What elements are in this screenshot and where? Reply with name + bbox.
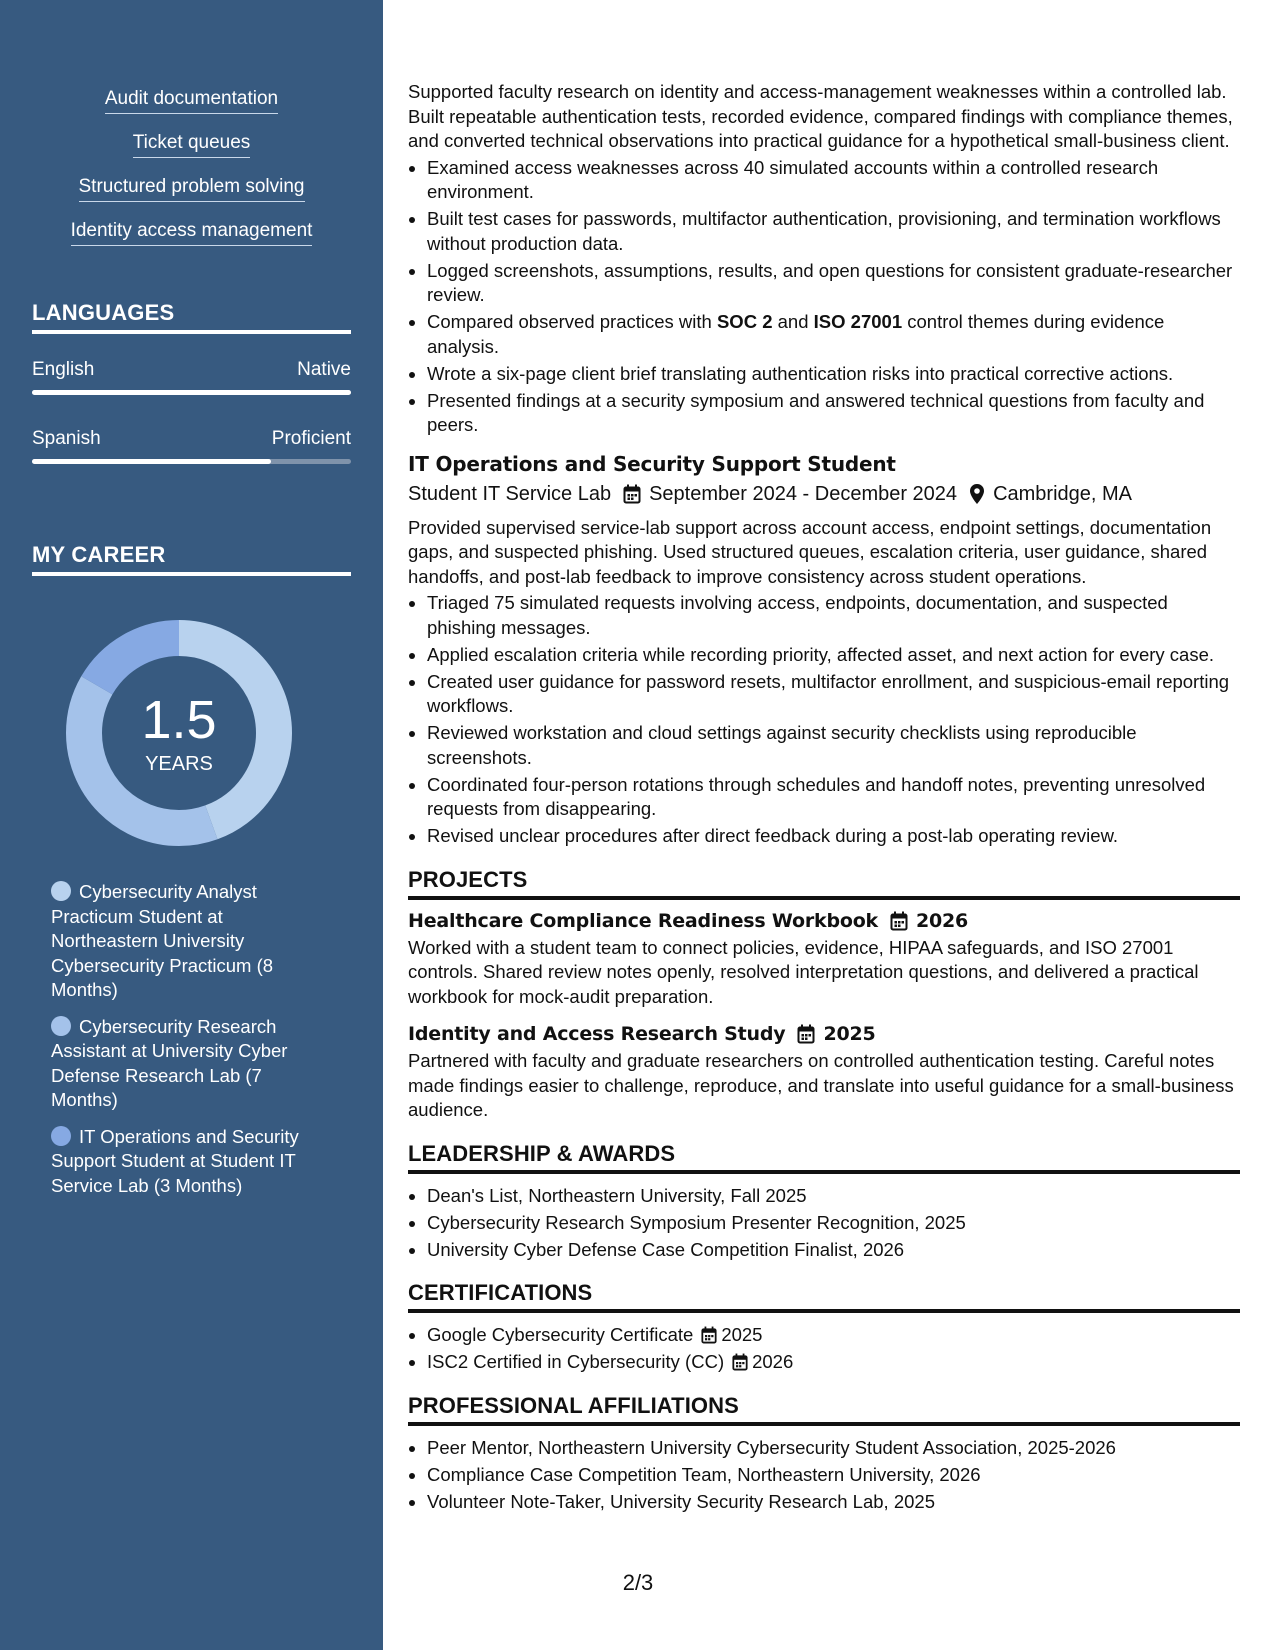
job-location: Cambridge, MA	[993, 482, 1132, 505]
research-summary: Supported faculty research on identity and access-management weaknesses within a controlled lab. Built repeatable authentication tests, recorded evidence, compared findings with compliance themes, and converted technical observations into practical guidance for a hypothetical small-business client.	[408, 81, 1233, 151]
career-item	[51, 1015, 311, 1113]
legend-dot	[51, 1016, 71, 1036]
calendar-icon	[890, 911, 908, 931]
affiliation-item: • Peer Mentor, Northeastern University Cybersecurity Student Association, 2025-2026	[427, 1436, 1240, 1461]
main-content	[408, 80, 1240, 1517]
sidebar	[0, 0, 383, 1650]
language-name: English	[32, 359, 95, 380]
cert-item	[427, 1350, 1240, 1375]
career-item-text: Cybersecurity Analyst Practicum Student at Northeastern University Cybersecurity Practicum (8 Months)	[51, 881, 274, 1000]
project-title	[408, 1023, 1240, 1045]
job-org: Student IT Service Lab	[408, 482, 612, 505]
language-bar-fill	[32, 459, 271, 464]
projects-heading: PROJECTS	[408, 867, 1240, 900]
project-description: Worked with a student team to connect policies, evidence, HIPAA safeguards, and ISO 27001 controls. Shared review notes openly, resolved interpretation questions, and delivered a practical workbook for mock-audit preparation.	[408, 936, 1199, 1007]
cert-year: 2026	[752, 1351, 794, 1372]
career-total-unit: YEARS	[145, 753, 213, 775]
project-name: Healthcare Compliance Readiness Workbook	[408, 909, 878, 932]
certifications-heading: CERTIFICATIONS	[408, 1280, 1240, 1313]
bullet-text: Compared observed practices with	[427, 311, 717, 332]
calendar-icon	[701, 1326, 717, 1344]
cert-item	[427, 1323, 1240, 1348]
certifications-list	[408, 1323, 1240, 1375]
career-item	[51, 880, 311, 1003]
language-bar-fill	[32, 390, 351, 395]
job-bullets	[408, 591, 1240, 849]
project-description: Partnered with faculty and graduate researchers on controlled authentication testing. Careful notes made findings easier to challenge, reproduce, and translate into useful guidance for a small-business audience.	[408, 1050, 1234, 1120]
award-item: • Cybersecurity Research Symposium Presenter Recognition, 2025	[427, 1211, 1240, 1236]
skill-item: Audit documentation	[105, 86, 278, 114]
location-pin-icon	[969, 483, 985, 505]
career-total-years: 1.5	[141, 690, 217, 750]
awards-list	[408, 1184, 1240, 1263]
bullet-item: • Reviewed workstation and cloud settings against security checklists using reproducible screenshots.	[427, 721, 1240, 770]
career-heading: MY CAREER	[32, 542, 351, 576]
project-title	[408, 910, 1240, 932]
language-level: Native	[297, 359, 351, 380]
bullet-item	[427, 310, 1240, 359]
language-level: Proficient	[271, 428, 351, 449]
skill-item: Ticket queues	[133, 130, 251, 158]
bullet-item: • Wrote a six-page client brief translating authentication risks into practical corrective actions.	[427, 362, 1240, 387]
job-meta	[408, 483, 1240, 506]
skills-list	[0, 86, 383, 262]
calendar-icon	[797, 1024, 815, 1044]
skill-item: Structured problem solving	[79, 174, 305, 202]
language-bar	[32, 459, 351, 464]
language-bar	[32, 390, 351, 395]
calendar-icon	[623, 484, 641, 504]
award-item: • Dean's List, Northeastern University, Fall 2025	[427, 1184, 1240, 1209]
job-dates: September 2024 - December 2024	[649, 482, 958, 505]
bullet-bold: SOC 2	[716, 311, 773, 332]
career-item-text: IT Operations and Security Support Student at Student IT Service Lab (3 Months)	[51, 1125, 299, 1196]
affiliations-heading: PROFESSIONAL AFFILIATIONS	[408, 1393, 1240, 1426]
cert-name: ISC2 Certified in Cybersecurity (CC)	[427, 1351, 725, 1372]
project-year: 2026	[916, 909, 969, 932]
bullet-item: • Presented findings at a security symposium and answered technical questions from faculty and peers.	[427, 389, 1240, 438]
legend-dot	[51, 881, 71, 901]
skill-item: Identity access management	[71, 218, 313, 246]
job-title: IT Operations and Security Support Student	[408, 451, 896, 476]
job-summary: Provided supervised service-lab support across account access, endpoint settings, documentation gaps, and suspected phishing. Used structured queues, escalation criteria, user guidance, shared handoffs, and post-lab feedback to improve consistency across student operations.	[408, 516, 1212, 587]
bullet-item: • Triaged 75 simulated requests involving access, endpoints, documentation, and suspected phishing messages.	[427, 591, 1240, 640]
research-bullets	[408, 156, 1240, 438]
page-number: 2/3	[622, 1570, 654, 1595]
languages-heading: LANGUAGES	[32, 300, 351, 334]
affiliations-list	[408, 1436, 1240, 1515]
career-list	[51, 880, 311, 1210]
bullet-item: • Coordinated four-person rotations through schedules and handoff notes, preventing unresolved requests from disappearing.	[427, 773, 1240, 822]
bullet-item: • Revised unclear procedures after direct feedback during a post-lab operating review.	[427, 824, 1240, 849]
language-name: Spanish	[32, 428, 101, 449]
language-english	[32, 359, 351, 395]
bullet-item: • Created user guidance for password resets, multifactor enrollment, and suspicious-email reporting workflows.	[427, 670, 1240, 719]
bullet-bold: ISO 27001	[813, 311, 903, 332]
legend-dot	[51, 1126, 71, 1146]
cert-name: Google Cybersecurity Certificate	[427, 1324, 694, 1345]
affiliation-item: • Volunteer Note-Taker, University Security Research Lab, 2025	[427, 1490, 1240, 1515]
award-item: • University Cyber Defense Case Competition Finalist, 2026	[427, 1238, 1240, 1263]
affiliation-item: • Compliance Case Competition Team, Northeastern University, 2026	[427, 1463, 1240, 1488]
project-year: 2025	[823, 1023, 876, 1045]
awards-heading: LEADERSHIP & AWARDS	[408, 1141, 1240, 1174]
bullet-text: and	[772, 311, 814, 332]
cert-year: 2025	[721, 1324, 763, 1345]
career-item-text: Cybersecurity Research Assistant at University Cyber Defense Research Lab (7 Months)	[51, 1015, 288, 1110]
language-spanish	[32, 428, 351, 464]
bullet-text: control themes during evidence analysis.	[427, 311, 1165, 357]
career-item	[51, 1125, 311, 1199]
calendar-icon	[732, 1353, 748, 1371]
bullet-item: • Examined access weaknesses across 40 simulated accounts within a controlled research environment.	[427, 156, 1240, 205]
project-name: Identity and Access Research Study	[408, 1023, 786, 1045]
bullet-item: • Built test cases for passwords, multifactor authentication, provisioning, and termination workflows without production data.	[427, 207, 1240, 256]
bullet-item: • Applied escalation criteria while recording priority, affected asset, and next action for every case.	[427, 643, 1240, 668]
bullet-item: • Logged screenshots, assumptions, results, and open questions for consistent graduate-researcher review.	[427, 259, 1240, 308]
